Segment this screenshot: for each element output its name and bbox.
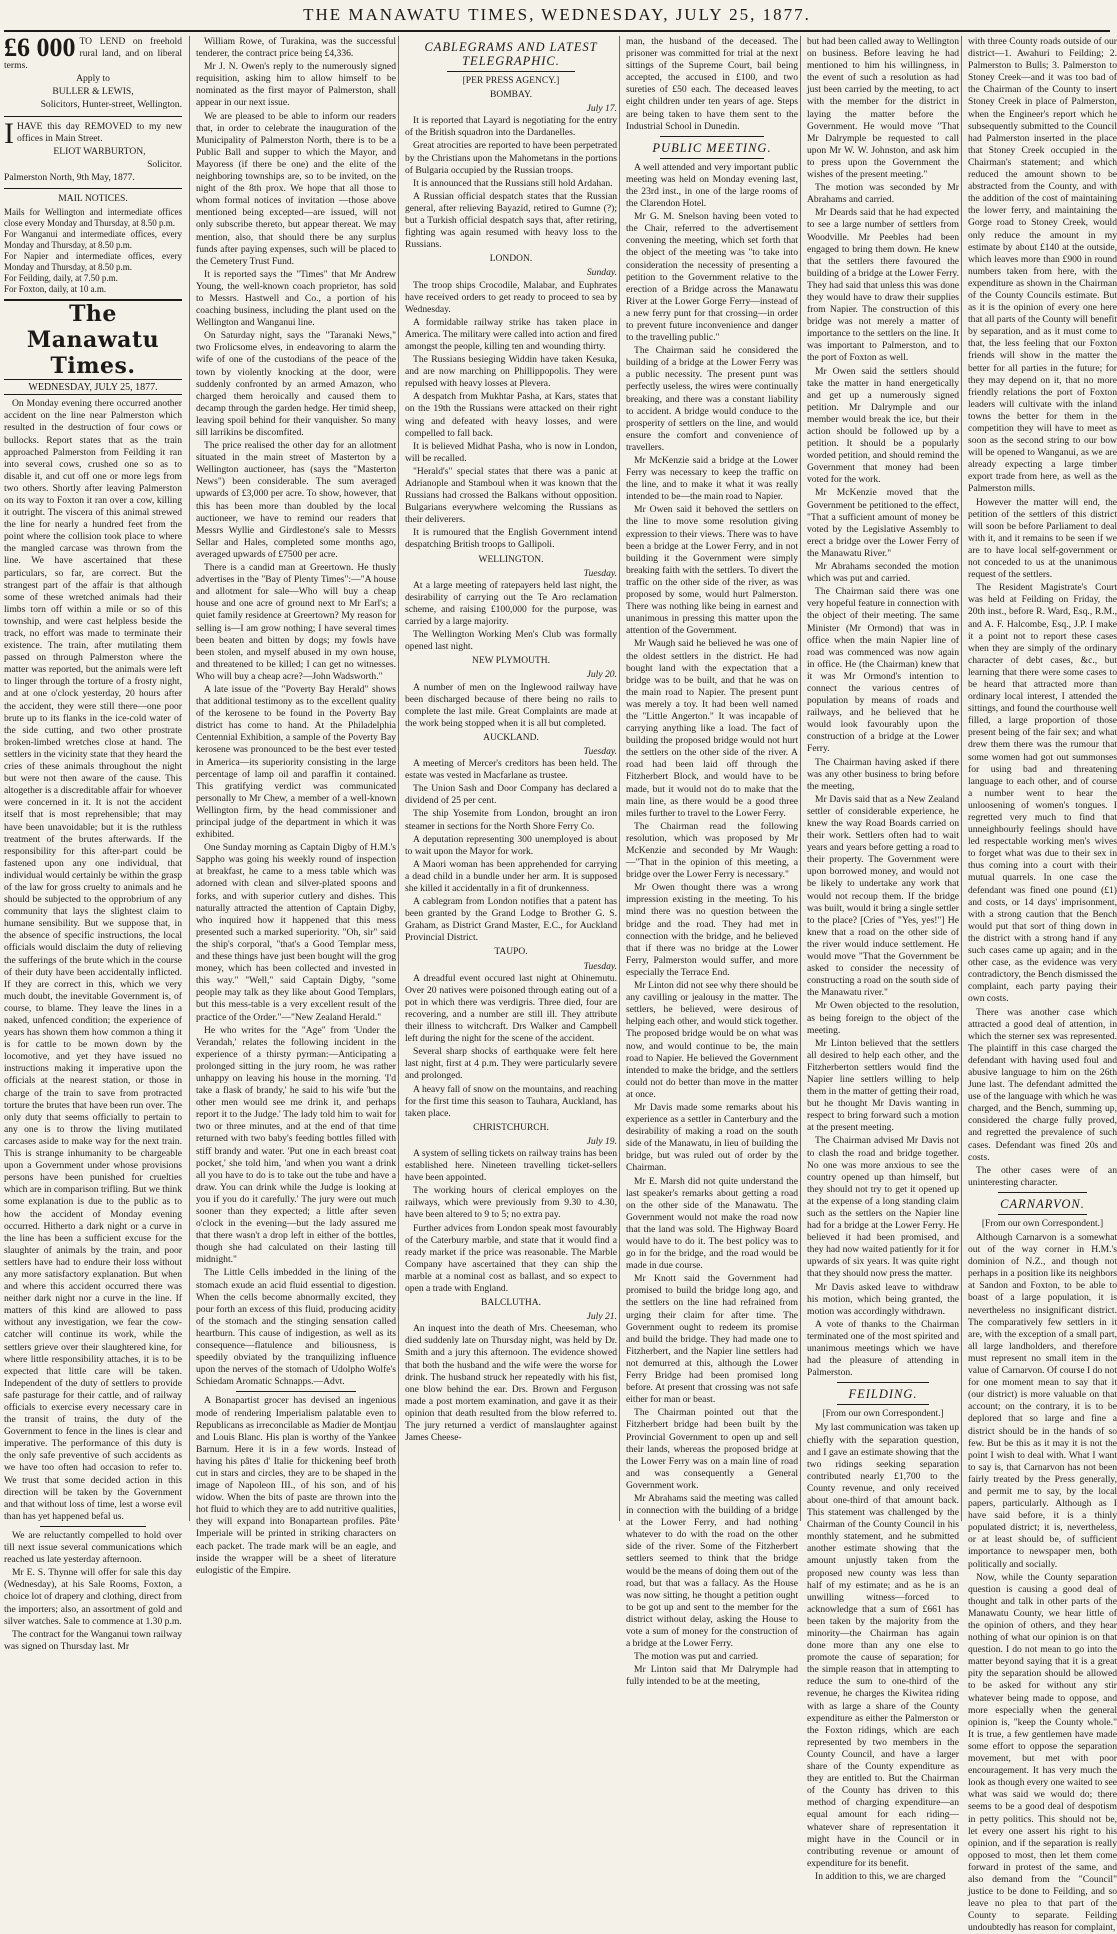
section-heading: CARNARVON. bbox=[1000, 1196, 1085, 1211]
paragraph: The Chairman said he considered the building of a bridge at the Lower Ferry was a public necessity. The present punt was perfectly useless, the wires were continually breaking, and there was a constant liability to accident. A bridge would conduce to the prosperity of settlers on the line, and would ensure the comfort and convenience of travellers. bbox=[626, 345, 798, 453]
paragraph: A deputation representing 300 unemployed is about to wait upon the Mayor for work. bbox=[405, 833, 617, 857]
paragraph: Further advices from London speak most favourably of the Caterbury marble, and state that it would find a ready market if the price was reasonable. The Marble Company have ascertained that they can ship the marble at a nominal cost as ballast, and so expect to open a trade with England. bbox=[405, 1222, 617, 1294]
column-4 bbox=[619, 36, 798, 1688]
money-text: TO LEND on freehold rural land, and on liberal terms. bbox=[4, 36, 182, 72]
removal-ad bbox=[4, 116, 182, 189]
paragraph: Mr Owen said the settlers should take the matter in hand energetically and get up a numerously signed petition. Mr Dalrymple and our member would break the ice, but their action should be followed up by a petition. It should be a popularly worded petition, and should remind the Government that money had been voted for the work. bbox=[807, 365, 959, 486]
paragraph: Mr Linton believed that the settlers all desired to help each other, and the Fitzherberton settlers would find the Napier line settlers willing to help them in the matter of getting their road, but he thought Mr Davis wanting in respect to bring forward such a motion at the present meeting. bbox=[807, 1037, 959, 1134]
column-2 bbox=[189, 36, 396, 1576]
paragraph: Mr Linton said that Mr Dalrymple had fully intended to be at the meeting, bbox=[626, 1664, 798, 1688]
paragraph: A well attended and very important public meeting was held on Monday evening last, the 23rd inst., in one of the large rooms of the Clarendon Hotel. bbox=[626, 161, 798, 210]
mail-line: For Foxton, daily, at 10 a.m. bbox=[4, 284, 107, 295]
paragraph: An inquest into the death of Mrs. Cheeseman, who died suddenly late on Thursday night, was held by Dr. Smith and a jury this afternoon. The evidence showed that both the husband and the wife were the worse for drink. The husband struck her repeatedly with his fist, one blow behind the ear. Drs. Brown and Ferguson made a post mortem examination, and gave it as their opinion that death resulted from the blow referred to. The jury returned a verdict of manslaughter against James Cheese- bbox=[405, 1323, 617, 1444]
dateline-place: LONDON. bbox=[489, 254, 533, 265]
divider bbox=[998, 1214, 1087, 1215]
divider bbox=[40, 1526, 147, 1527]
dateline-place: TAUPO. bbox=[494, 947, 528, 958]
paragraph: Mr McKenzie moved that the Government be petitioned to the effect, "That a sufficient amount of money be voted by the Legislative Assembly to erect a bridge over the Lower Ferry of the Manawatu River." bbox=[807, 487, 959, 559]
removal-text: IHAVE this day REMOVED to my new offices in Main Street. bbox=[4, 116, 182, 150]
masthead: THE MANAWATU TIMES, WEDNESDAY, JULY 25, 1877. bbox=[303, 5, 811, 24]
paragraph: It is reported that Layard is negotiating for the entry of the British squadron into the Dardanelles. bbox=[405, 115, 617, 139]
paragraph: In addition to this, we are charged bbox=[815, 1870, 946, 1882]
paragraph: One Sunday morning as Captain Digby of H.M.'s Sappho was going his weekly round of inspection at breakfast, he came to a mess table which was adorned with clean and silver-plated spoons and forks, and with superior cutlery and dishes. This naturally attracted the attention of Captain Digby, who inquired how it happened that this mess presented such a marked superiority. "Oh, sir" said the ship's corporal, "that's a Good Templar mess, and these things have just been bought will the grog money, which has been collected and invested in this way." "Well," said Captain Digby, "some people may talk as they like about Good Templars, but this mess-table is a very excellent result of the practice of the Order."—"New Zealand Herald." bbox=[196, 842, 396, 1023]
dateline-place: CHRISTCHURCH. bbox=[473, 1122, 549, 1133]
paragraph: Great atrocities are reported to have been perpetrated by the Christians upon the Mahometans in the portions of Bulgaria occupied by the Russian troops. bbox=[405, 140, 617, 176]
paragraph: A cablegram from London notifies that a patent has been granted by the Grand Lodge to Brother G. S. Graham, as District Grand Master, E.C., for Auckland Provincial District. bbox=[405, 896, 617, 944]
paragraph: The motion was put and carried. bbox=[634, 1651, 759, 1663]
money-firm-address: Solicitors, Hunter-street, Wellington. bbox=[40, 99, 182, 111]
removal-date: Palmerston North, 9th May, 1877. bbox=[4, 171, 135, 183]
leader-paragraph: On Monday evening there occurred another accident on the line near Palmerston which resulted in the destruction of four cows or bullocks. Report states that as the train approached Palmerston from Feilding it ran into several cows, crushed one so as to disable it, and cut off one or more legs from two others. Shortly after leaving Palmerston on its way to Foxton it ran over a cow, killing it outright. The viscera of this animal strewed the line for nearly a hundred feet from the point where the collision took place to where the mangled carcase was thrown from the line. We have ascertained that these particulars, so far, are correct. But the strangest part of the affair is that although some of these wretched animals had their limbs torn off within a mile or so of this township, and were cast helpless beside the track, no effort was made to terminate their existence. The train, after mutilating them passed on through Palmerston where the matter was reported, but the animals were left to linger through the torture of a frosty night, and at one o'clock yesterday, 20 hours after the accident, they were still there—one poor brute up to its flanks in the ice-cold water of the side cutting, and two other prostrate broken-limbed wretches close at hand. The settlers in the vicinity state that they heard the cries of these animals throughout the night but were not then aware of the cause. This altogether is a discreditable affair for whoever were concerned in it. It is not the accident itself that is most reprehensible; that may have been unavoidable; but it is the ruthless treatment of the brutes afterwards. If the responsibility for this after-part could be fastened upon any one individual, that individual would certainly be within the grasp of the law for gross cruelty to animals and he should be subjected to the opprobrium of any community that lays the slightest claim to humane sensibility. But we suppose that, in the absence of specific instructions, the local officials would disclaim the duty of relieving the sufferings of the brute which in the course of their duty have been accidentally inflicted. If they are correct in this, which we very much doubt, the inevitable Government is, of course, to blame. They leave the lines in a naked, unfenced condition; the experience of years has shown them how common a thing it is for cattle to be mown down by the locomotive, and yet they have issued no instructions making it imperative upon the officials at the nearest station, or those in charge of the train to save from protracted torture the brutes that have been run over. The only duty that seems officially to pertain to any one is to throw the living mutilated carcases aside to make way for the next train. This is strange inhumanity to be chargeable upon a Government under whose provisions persons have been punished for cruelties which are in comparison trifling. But we think some explanation is due to the public as to how the accident of Monday evening occurred. Hitherto a dark night or a curve in the line has been a sufficient excuse for the slaughter of animals by the train, and poor settlers have had to endure their loss without any more satisfactory explanation. But when and where this accident occurred there was neither dark night nor a curve in the line. If matters of this kind are allowed to pass without any investigation, we fear the cow-catcher will continue its work, while the settlers grieve over their slaughtered kine, for where little responsibility attaches, it is to be expected that little care will be taken. Independent of the duty of settlers to provide safe pasturage for their cattle, and of railway officials to exercise every necessary care in the transit of trains, the duty of the Government to fence in the lines is clear and imperative. The performance of this duty is the only safe preventive of such accidents as we have too often had occasion to refer to. We trust that some decided action in this direction will be taken by the Government and that without loss of time, lest a worse evil than has yet happened befal us. bbox=[4, 398, 182, 1522]
column-6 bbox=[961, 36, 1117, 1934]
advertisement: The Little Cells imbedded in the lining of the stomach exude an acid fluid essential to digestion. When the cells become abnormally excited, they pour forth an excess of this fluid, producing acidity of the stomach and the stinging sensation called heartburn. This cause of indigestion, as well as its consequence—flatulence and biliousness, is speedily obviated by the tranquilizing influence upon the nerves of the stomach of Udolpho Wolfe's Schiedam Aromatic Schnapps.—Advt. bbox=[196, 1267, 396, 1388]
paragraph: A system of selling tickets on railway trains has been established here. Nineteen travelling ticket-sellers have been appointed. bbox=[405, 1147, 617, 1184]
paragraph: The troop ships Crocodile, Malabar, and Euphrates have received orders to get ready to proceed to sea by Wednesday. bbox=[405, 279, 617, 315]
divider bbox=[837, 1382, 928, 1383]
paragraph: There was another case which attracted a good deal of attention, in which the sterner sex was represented. The plaintiff in this case charged the defendant with having used foul and abusive language to him on the 26th June last. The defendant admitted the use of the language with which he was charged, and the Bench, summing up, considered the charge fully proved, and regretted the prevalence of such cases. Defendant was fined 20s and costs. bbox=[968, 1006, 1117, 1163]
divider bbox=[998, 1192, 1087, 1193]
paragraph: The Chairman read the following resolution, which was proposed by Mr McKenzie and seconded by Mr Waugh: —"That in the opinion of this meeting, a bridge over the Lower Ferry is necessary." bbox=[626, 820, 798, 881]
paragraph: A vote of thanks to the Chairman terminated one of the most spirited and unanimous meetings which we have had the pleasure of attending in Palmerston. bbox=[807, 1318, 959, 1379]
dateline-place: AUCKLAND. bbox=[483, 732, 539, 743]
nameplate: The Manawatu Times. bbox=[4, 299, 182, 380]
paragraph: The ship Yosemite from London, brought an iron steamer in sections for the North Shore Ferry Co. bbox=[405, 808, 617, 832]
paragraph: Mr Owen thought there was a wrong impression existing in the meeting. To his mind there was no question between the bridge and the road. They had met in connection with the bridge, and he believed that if there was no bridge at the Lower Ferry, Palmerston would suffer, and more especially the Terrace End. bbox=[626, 882, 798, 978]
paragraph: man, the husband of the deceased. The prisoner was committed for trial at the next sittings of the Supreme Court, bail being accepted, the accused in £100, and two sureties of £50 each. The deceased leaves eight children under ten years of age. Steps are being taken to have them sent to the Industrial School in Dunedin. bbox=[626, 36, 798, 132]
paragraph: Mr Knott said the Government had promised to build the bridge long ago, and the settlers on the line had refrained from urging their claim for after time. The Government ought to redeem its promise and build the bridge. They had made one to Fitzherbert, and the Napier line settlers had not demurred at this, although the Lower Ferry Bridge had been promised long before. At present that crossing was not safe either for man or beast. bbox=[626, 1273, 798, 1406]
paragraph: The Chairman pointed out that the Fitzherbert bridge had been built by the Provincial Government to open up and sell their lands, whereas the proposed bridge at the Lower Ferry was on a main line of road and was consequently a General Government work. bbox=[626, 1407, 798, 1491]
paragraph: A late issue of the "Poverty Bay Herald" shows that additional testimony as to the excellent quality of the kerosene to be found in the Poverty Bay district has come to hand. At the Philadelphia Centennial Exhibition, a sample of the Poverty Bay kerosene was pronounced to be the best ever tested in America—its superiority consisting in the large percentage of lamp oil and paraffin it contained. This gratifying verdict was communicated personally to Mr Chew, a member of a well-known Wellington firm, by the head commissioner and principal judge of the department in which it was exhibited. bbox=[196, 683, 396, 841]
paragraph: Mr Abrahams said the meeting was called in connection with the building of a bridge at the Lower Ferry, and had nothing whatever to do with the road on the other side of the river. Some of the Fitzherbert settlers seemed to think that the bridge would be the means of doing them out of the road, but that was a fallacy. As the House was now sitting, he thought a petition ought to be got up and sent to the member for the district without delay, asking the House to vote a sum of money for the construction of a bridge at the Lower Ferry. bbox=[626, 1492, 798, 1650]
paragraph: Mr Linton did not see why there should be any cavilling or jealousy in the matter. The settlers, he believed, were desirous of helping each other, and would stick together. The proposed bridge would be on what was now, and would continue to be, the main road to Napier. He believed the Government intended to make the bridge, and the settlers could not do better than move in the matter at once. bbox=[626, 980, 798, 1100]
paragraph: Mr Waugh said he believed he was one of the oldest settlers in the district. He had bought land with the expectation that a bridge was to be built, and that he was on the main road to Napier. The present punt was merely a toy. It had been well named the "Little Angerton." It was incapable of carrying anything like a load. The fact of building the proposed bridge would not hurt the settlers on the other side of the river. A road had been laid off through the Fitzherbert Block, and would have to be made, but it would not do to make that the main line, as there would be a good three miles further to travel to the Lower Ferry. bbox=[626, 638, 798, 819]
mail-title: MAIL NOTICES. bbox=[58, 193, 128, 205]
paragraph: The Russians besieging Widdin have taken Kesuka, and are now marching on Phillippopolis. They were repulsed with heavy losses at Plevera. bbox=[405, 354, 617, 390]
paragraph: We are pleased to be able to inform our readers that, in order to celebrate the inauguration of the Municipality of Palmerston North, there is to be a Public Ball and supper to which the Mayor, and Mayoress (if there be one) and the elite of the neighboring townships are, so to be invited, on the night of the 8th prox. We hope that all those to whom formal notices of invitation —those above mentioned being excepted—are issued, will not only subscribe thereto, but appear thereat. We may mention, also, that should there be any surplus funds after paying expenses, such will be placed to the Cemetery Trust Fund. bbox=[196, 110, 396, 267]
paragraph: Mr G. M. Snelson having been voted to the Chair, referred to the advertisement convening the meeting, which set forth that the object of the meeting was "to take into consideration the necessity of presenting a petition to the Government relative to the erection of a Bridge across the Manawatu River at the Lower Gorge Ferry—instead of a new ferry punt for that crossing—in order to prevent future inconvenience and danger to the travelling public." bbox=[626, 211, 798, 344]
dateline-date: July 21. bbox=[586, 1311, 617, 1323]
paragraph: It is announced that the Russians still hold Ardahan. bbox=[413, 177, 613, 189]
paragraph: The other cases were of an uninteresting character. bbox=[968, 1164, 1117, 1188]
dateline-place: BOMBAY. bbox=[490, 90, 532, 101]
divider bbox=[837, 1404, 928, 1405]
paragraph: Mr McKenzie said a bridge at the Lower Ferry was necessary to keep the traffic on the line, and to make it what it was really intended to be—the main road to Napier. bbox=[626, 455, 798, 503]
paragraph: Mr Abrahams seconded the motion which was put and carried. bbox=[807, 561, 959, 585]
paragraph: Mr Davis made some remarks about his experience as a settler in Canterbury and the desirability of making a road on the south side of the Manawatu, in lieu of building the bridge, but was ruled out of order by the Chairman. bbox=[626, 1101, 798, 1174]
paragraph: but had been called away to Wellington on business. Before leaving he had mentioned to him his willingness, in the event of such a resolution as had just been carried by the meeting, to act with the member for the district in laying the matter before the Government. He would move "That Mr Dalrymple be requested to call upon Mr W. W. Johnston, and ask him to press upon the Government the wishes of the present meeting." bbox=[807, 36, 959, 181]
paragraph: My last communication was taken up chiefly with the separation question, and I gave an estimate showing that the two ridings seeking separation contributed nearly £1,700 to the County revenue, and only received about one-third of that amount back. This statement was challenged by the Chairman of the County Council in his monthly statement, and he submitted another estimate showing that the amount unjustly taken from the proposed new county was less than half of my estimate; and as he is an unwilling witness—forced to acknowledge that a sum of £661 has been taken by the majority from the minority—the Chairman has again done more than any one else to promote the cause of separation; for the simple reason that in attempting to reduce the sum to one-third of the revenue, he charges the Kiwitea riding with as large a share of the County expenditure as either the Palmerston or the Foxton ridings, which are each represented by two members in the County Council, and have a larger share of the County expenditure as they are entitled to. But the Chairman of the County has driven to this method of charging expenditure—an equal amount for each riding—whatever share of representation it might have in the Council or in contributing revenue or amount of expenditure for its benefit. bbox=[807, 1422, 959, 1869]
section-heading: CABLEGRAMS AND LATEST TELEGRAPHIC. bbox=[424, 40, 598, 68]
paragraph: The Wellington Working Men's Club was formally opened last night. bbox=[405, 629, 617, 653]
paragraph: with three County roads outside of our district—1. Awahuri to Feilding; 2. Palmerston to Bulls; 3. Palmerston to Stoney Creek—and it was too bad of the Chairman of the County to insert Stoney Creek in place of Palmerston, when the Engineer's report which he subsequently submitted to the Council had Palmerston inserted in the place that Stoney Creek occupied in the Chairman's statement; and which reduced the amount shown to be abstracted from the County, and with the addition of the cost of maintaining the lower ferry, and maintaining the Gorge road to Stoney Creek, would only reduce the amount in my estimate by about £140 at the outside, which leaves more than £900 in round numbers taken from here, with the expenditure as shown in the Chairman of the County Councils estimate. But as it is the opinion of every one here that all parts of the County will benefit by separation, and as it must come to that, the less feeling that our Foxton friends will show in the matter the better for all parties in the future; for they may depend on it, that no more friendly relations the port of Foxton leaders will cultivate with the inland towns the better for them in the competition they will have to meet as soon as the second string to our bow will be opened to Wanganui, as we are already expecting a large timber export trade from here, as well as the Palmerston mills. bbox=[968, 36, 1117, 495]
paragraph: Mr J. N. Owen's reply to the numerously signed requisition, asking him to allow himself to be nominated as the first mayor of Palmerston, shall appear in our next issue. bbox=[196, 61, 396, 109]
dateline-place: WELLINGTON. bbox=[478, 554, 544, 565]
paragraph: The Chairman having asked if there was any other business to bring before the meeting, bbox=[807, 756, 959, 792]
divider bbox=[660, 158, 763, 159]
paragraph: A despatch from Mukhtar Pasha, at Kars, states that on the 19th the Russians were attacked on their right wing and defeated with heavy losses, and were compelled to fall back. bbox=[405, 391, 617, 439]
paragraph: Mr Owen said it behoved the settlers on the line to move some resolution giving expression to their views. There was to have been a bridge at the Lower Ferry, and in not building it the Government were simply breaking faith with the settlers. To divert the traffic on the other side of the river, as was proposed by some, would hurt Palmerston. There was nothing like being in earnest and unanimous in pressing this matter upon the attention of the Government. bbox=[626, 504, 798, 637]
paragraph: William Rowe, of Turakina, was the successful tenderer, the contract price being £4,336. bbox=[196, 36, 396, 60]
dateline-date: July 17. bbox=[586, 103, 617, 115]
paragraph: The price realised the other day for an allotment situated in the main street of Masterton by a Wellington auctioneer, has (says the "Masterton News") been considerable. The sum averaged upwards of £3,000 per acre. To show, however, that this has been more than doubled by the local auctioneer, we have to remind our readers that Messrs Wyllie and Girdlestone's sale to Messrs Sellar and Hales, completed some months ago, averaged upwards of £7500 per acre. bbox=[196, 440, 396, 560]
paragraph: Now, while the County separation question is causing a good deal of thought and talk in other parts of the Manawatu County, we hear little of the opinion of others, and they hear nothing of what our opinion is on that question. I do not mean to go into the matter beyond saying that it is a great pity the separation should be allowed to be asked for without any stir whatever being made to oppose, and more especially when the general opinion is, "keep the County whole." It is true, a few gentlemen have made some effort to oppose the separation movement, but met with poor encouragement. It has very much the look as though every one waited to see what was said we would do; there seems to be a good deal of despotism in petty politics. This should not be, let every one assert his right to his opinion, and if the separation is really opposed to most, then let them come forward in protest of the same, and also demand from the "Council" justice to be done to Feilding, and so leave no plea to that part of the County to separate. Feilding undoubtedly has reason for complaint, bbox=[968, 1571, 1117, 1934]
paragraph: A meeting of Mercer's creditors has been held. The estate was vested in Macfarlane as trustee. bbox=[405, 758, 617, 782]
paragraph: Mr Owen objected to the resolution, as being foreign to the object of the meeting. bbox=[807, 1000, 959, 1036]
divider bbox=[660, 136, 763, 137]
paragraph: Mr E. S. Thynne will offer for sale this day (Wednesday), at his Sale Rooms, Foxton, a choice lot of drapery and clothing, direct from the importers; also, an assortment of gold and silver watches. Sale to commence at 1.30 p.m. bbox=[4, 1567, 182, 1627]
dateline-date: Tuesday. bbox=[583, 960, 617, 972]
column-3 bbox=[398, 36, 617, 1521]
paragraph: Mr Davis said that as a New Zealand settler of considerable experience, he knew the way Road Boards carried on their work. Settlers often had to wait years and years before getting a road to their property. The Government were upon borrowed money, and would not be likely to undertake any work that would not recoup them. If the bridge was built, would it bring a single settler to the place? [Cries of "Yes, yes!"] He knew that a road on the other side of the river would induce settlement. He would move "That the Government be asked to consider the necessity of constructing a road on the south side of the Manawatu river." bbox=[807, 793, 959, 999]
dateline-date: Tuesday. bbox=[583, 745, 617, 757]
correspondent-line: [From our own Correspondent.] bbox=[822, 1409, 944, 1420]
agency-line: [PER PRESS AGENCY.] bbox=[462, 76, 560, 86]
mail-line: Mails for Wellington and intermediate offices close every Monday and Thursday, at 8.50 p.m. bbox=[4, 207, 182, 229]
paragraph: A number of men on the Inglewood railway have been discharged because of there being no rails to complete the last mile. Great Complaints are made at the work being stopped when it is all but completed. bbox=[405, 681, 617, 729]
paragraph: The Resident Magistrate's Court was held at Feilding on Friday, the 20th inst., before R. Ward, Esq., R.M., and A. F. Halcombe, Esq., J.P. I make it a point not to report these cases when they are simply of the ordinary character of debt cases, &c., but learning that there were some cases to be heard that attracted more than ordinary local interest, I attended the sittings, and found the courthouse well filled, a large proportion of those present being of the fair sex; and what drew them there was the rumour that some women had got out summonses for using bad and threatening language to each other, and of course a number went to hear the unloosening of women's tongues. I regretted very much to find that unneighbourly feelings should have led respectable working men's wives to forget what was due to their sex in thus coming into a court with their mutual quarrels. In one case the defendant was fined one pound (£1) and costs, or 14 days' imprisonment, with a strong caution that the Bench would put that sort of thing down in the district with a strong hand if any such cases came up again; and in the other case, as the evidence was very contradictory, the Bench dismissed the complaint, each party paying their own costs. bbox=[968, 582, 1117, 1005]
paragraph: The contract for the Wanganui town railway was signed on Thursday last. Mr bbox=[4, 1628, 182, 1652]
paragraph: A formidable railway strike has taken place in America. The military were called into action and fired amongst the people, killing ten and wounding thirty. bbox=[405, 316, 617, 352]
column-1 bbox=[4, 33, 182, 1652]
mail-line: For Napier and intermediate offices, every Monday and Thursday, at 8.50 p.m. bbox=[4, 251, 182, 273]
paragraph: Several sharp shocks of earthquake were felt here last night, first at 4 p.m. They were particularly severe and prolonged. bbox=[405, 1046, 617, 1082]
mail-line: For Feilding, daily, at 7.50 p.m. bbox=[4, 273, 118, 284]
column-5 bbox=[800, 36, 959, 1882]
paragraph: "Herald's" special states that there was a panic at Adrianople and Stamboul when it was known that the Russians had crossed the Balkans without opposition. Bulgarians everywhere welcoming the Russians as their deliverers. bbox=[405, 465, 617, 526]
section-heading: FEILDING. bbox=[848, 1387, 918, 1402]
dateline-date: Tuesday. bbox=[583, 567, 617, 579]
money-amount: £6 000 bbox=[4, 33, 76, 62]
paragraph: Mr Deards said that he had expected to see a large number of settlers from Woodville. Mr Peebles had been engaged to bring them down. He knew that the settlers there favoured the building of a bridge at the Lower Ferry. They had said that unless this was done they would have to draw their supplies from Napier. The construction of this bridge was not merely a matter of importance to the settlers on the line. It was important to Palmerston, and to the port of Foxton as well. bbox=[807, 207, 959, 364]
removal-name: ELIOT WARBURTON, bbox=[53, 145, 146, 157]
paragraph: It is reported says the "Times" that Mr Andrew Young, the well-known coach proprietor, has sold to Messrs. Hastwell and Co., a portion of his coaching business, including the plant used on the Wellington and Wanganui line. bbox=[196, 268, 396, 329]
paragraph: Mr Davis asked leave to withdraw his motion, which being granted, the motion was accordingly withdrawn. bbox=[807, 1281, 959, 1317]
correspondent-line: [From our own Correspondent.] bbox=[981, 1218, 1104, 1229]
paragraph: A Bonapartist grocer has devised an ingenious mode of rendering Imperialism palatable even to Republicans as irreconcilable as Madier de Montjau and Louis Blanc. His plan is worthy of the Yankee Barnum. Here it is in a few words. Instead of having his pâtes d' Italie for thickening beef broth cut in stars and circles, they are to be shaped in the image of Napoleon III., of his son, and of his widow. When the bits of paste are thrown into the hot fluid to which they are to add nutritive qualities, they will expand into Bonapartean profiles. Pâte Imperiale will be printed in striking characters on each packet. The trade mark will be an eagle, and inside the wrapper will be a sheet of literature eulogistic of the Empire. bbox=[196, 1395, 396, 1576]
paragraph: The motion was seconded by Mr Abrahams and carried. bbox=[807, 182, 959, 206]
paragraph: It is rumoured that the English Government intend despatching British troops to Gallipoli. bbox=[405, 527, 617, 551]
paragraph: The Chairman advised Mr Davis not to clash the road and bridge together. No one was more anxious to see the country opened up than himself, but they should not try to get it opened up at the expense of a long standing claim such as the settlers on the Napier line had for a bridge at the Lower Ferry. He believed it had been promised, and they had now waited patiently for it for upwards of six years. It was quite right that they should now press the matter. bbox=[807, 1135, 959, 1280]
section-heading: PUBLIC MEETING. bbox=[652, 140, 772, 155]
paragraph: A Maori woman has been apprehended for carrying a dead child in a bundle under her arm. It is supposed she killed it accidentally in a fit of drunkenness. bbox=[405, 858, 617, 894]
paragraph: The working hours of clerical employes on the railways, which were previously from 9.30 to 4.30, have been altered to 9 to 5; no extra pay. bbox=[405, 1185, 617, 1221]
paragraph: We are reluctantly compelled to hold over till next issue several communications which reached us late yesterday afternoon. bbox=[4, 1529, 182, 1566]
paragraph: It is believed Midhat Pasha, who is now in London, will be recalled. bbox=[405, 440, 617, 464]
paragraph: A heavy fall of snow on the mountains, and reaching for the first time this season to Tauhara, Auckland, has taken place. bbox=[405, 1083, 617, 1119]
dateline-place: BALCLUTHA. bbox=[481, 1298, 541, 1309]
paragraph: At a large meeting of ratepayers held last night, the desirability of carrying out the Te Aro reclamation scheme, and raising £100,000 for the purpose, was carried by a large majority. bbox=[405, 579, 617, 628]
paragraph: A dreadful event occured last night at Ohinemutu. Over 20 natives were poisoned through eating out of a pot in which there was verdigris. Three died, four are recovering, and a number are still ill. They attribute their illness to witchcraft. Drs Walker and Campbell left during the night for the scene of the accident. bbox=[405, 972, 617, 1045]
paragraph: Mr E. Marsh did not quite understand the last speaker's remarks about getting a road on the other side of the Manawatu. The Government would not make the road now that the land was sold. The Highway Board would have to do it. The best policy was to go in for the bridge, and the road would be made in due course. bbox=[626, 1175, 798, 1272]
divider bbox=[447, 71, 574, 72]
divider bbox=[236, 1391, 356, 1392]
dateline-date: Sunday. bbox=[586, 267, 617, 279]
masthead-rule bbox=[4, 30, 1110, 32]
money-to-lend-ad bbox=[4, 33, 182, 117]
paragraph: On Saturday night, says the "Taranaki News," two Frolicsome elves, in endeavoring to alarm the wife of one of the custodians of the peace of the town by violently knocking at the door, were suddenly confronted by an armed Amazon, who charged them heroically and caused them to decamp through the garden hedge. Her timid sheep, leaving spoil behind for their vanquisher. So many sill larrikins be discomfited. bbox=[196, 330, 396, 438]
paragraph: The Union Sash and Door Company has declared a dividend of 25 per cent. bbox=[405, 783, 617, 807]
paragraph: There is a candid man at Greertown. He thusly advertises in the "Bay of Plenty Times":—"A house and allotment for sale—Who will buy a cheap house and one acre of ground next to Mr Earl's; a quiet family residence at Greertown? My reason for selling is—I am grow nothing; I have several times been beaten and bitten by dogs; my fowls have been stolen, and myself abused in my own house, and threatened to be killed; I can get no witnesses. Who will buy a cheap acre?—John Wadsworth." bbox=[196, 562, 396, 682]
paragraph: He who writes for the "Age" from 'Under the Verandah,' relates the following incident in the experience of a thirsty pyrman:—Anticipating a prolonged sitting in the jury room, he was rather unhappy on leaving his house in the morning. 'I'd take a flask of brandy,' he said to his wife 'but the other men would see me drink it, and perhaps report it to the Judge.' The lady told him to wait for two or three minutes, and at the end of that time returned with two baby's feeding bottles filled with stiff brandy and water. 'Put one in each breast coat pocket,' she told him, 'and when you want a drink all you have to do is to take out the tube and have a draw. You can drink while the Judge is looking at you if you do it carefully.' The jury were out much sooner than they expected; a little after seven o'clock in the evening—but the lady assured me that there wasn't a drop left in either of the bottles, though she had calculated on their lasting till midnight." bbox=[196, 1024, 396, 1266]
paragraph: However the matter will end, the petition of the settlers of this district will soon be before Parliament to deal with it, and it remains to be seen if we are to have local self-government or not conceded to us at the unanimous request of the settlers. bbox=[968, 496, 1117, 581]
removal-role: Solicitor. bbox=[147, 158, 182, 170]
paragraph: A Russian official despatch states that the Russian general, after relieving Bayazid, retired to Gumne (?); but a Turkish official despatch says that, after retiring, fighting was again resumed with heavy loss to the Russians. bbox=[405, 190, 617, 251]
money-apply: Apply to bbox=[76, 73, 110, 85]
dateline-date: July 19. bbox=[586, 1135, 617, 1147]
mail-line: For Wanganui and intermediate offices, every Monday and Thursday, at 8.50 p.m. bbox=[4, 229, 182, 251]
nameplate-date: WEDNESDAY, JULY 25, 1877. bbox=[4, 382, 182, 395]
dateline-place: NEW PLYMOUTH. bbox=[471, 656, 551, 667]
mail-notices bbox=[4, 193, 182, 295]
dateline-date: July 20. bbox=[586, 669, 617, 681]
paragraph: The Chairman said there was one very hopeful feature in connection with the object of their meeting. The same Minister (Mr Ormond) that was in office when the main Napier line of road was commenced was now again in office. He (the Chairman) knew that it was Mr Ormond's intention to connect the various centres of population by means of roads and railways, and he believed that he would look favourably upon the construction of a bridge at the Lower Ferry. bbox=[807, 586, 959, 755]
paragraph: Although Carnarvon is a somewhat out of the way corner in H.M.'s dominion of N.Z., and though not perhaps in a position like its neighbors at Sandon and Foxton, to be able to boast of a large population, it is nevertheless no insignificant district. The comparatively few settlers in it are, with the exception of a small part, all large landholders, and therefore must represent no small item in the value of Carnarvon. Of course I do not for one moment mean to say that it (our district) is more valuable on that account; on the contrary, it is to be deplored that so large and fine a district should be in the hands of so few. But be this as it may it is not the point I wish to deal with. What I want to say is, that Carnarvon has not been fairly treated by the Press generally, and permit me to say, by the local papers, particularly. Although as I have said before, it is a thinly populated district; it is, nevertheless, or at least should be, of sufficient importance to newspaper men, both politically and socially. bbox=[968, 1232, 1117, 1570]
money-firm: BULLER & LEWIS, bbox=[52, 86, 134, 98]
